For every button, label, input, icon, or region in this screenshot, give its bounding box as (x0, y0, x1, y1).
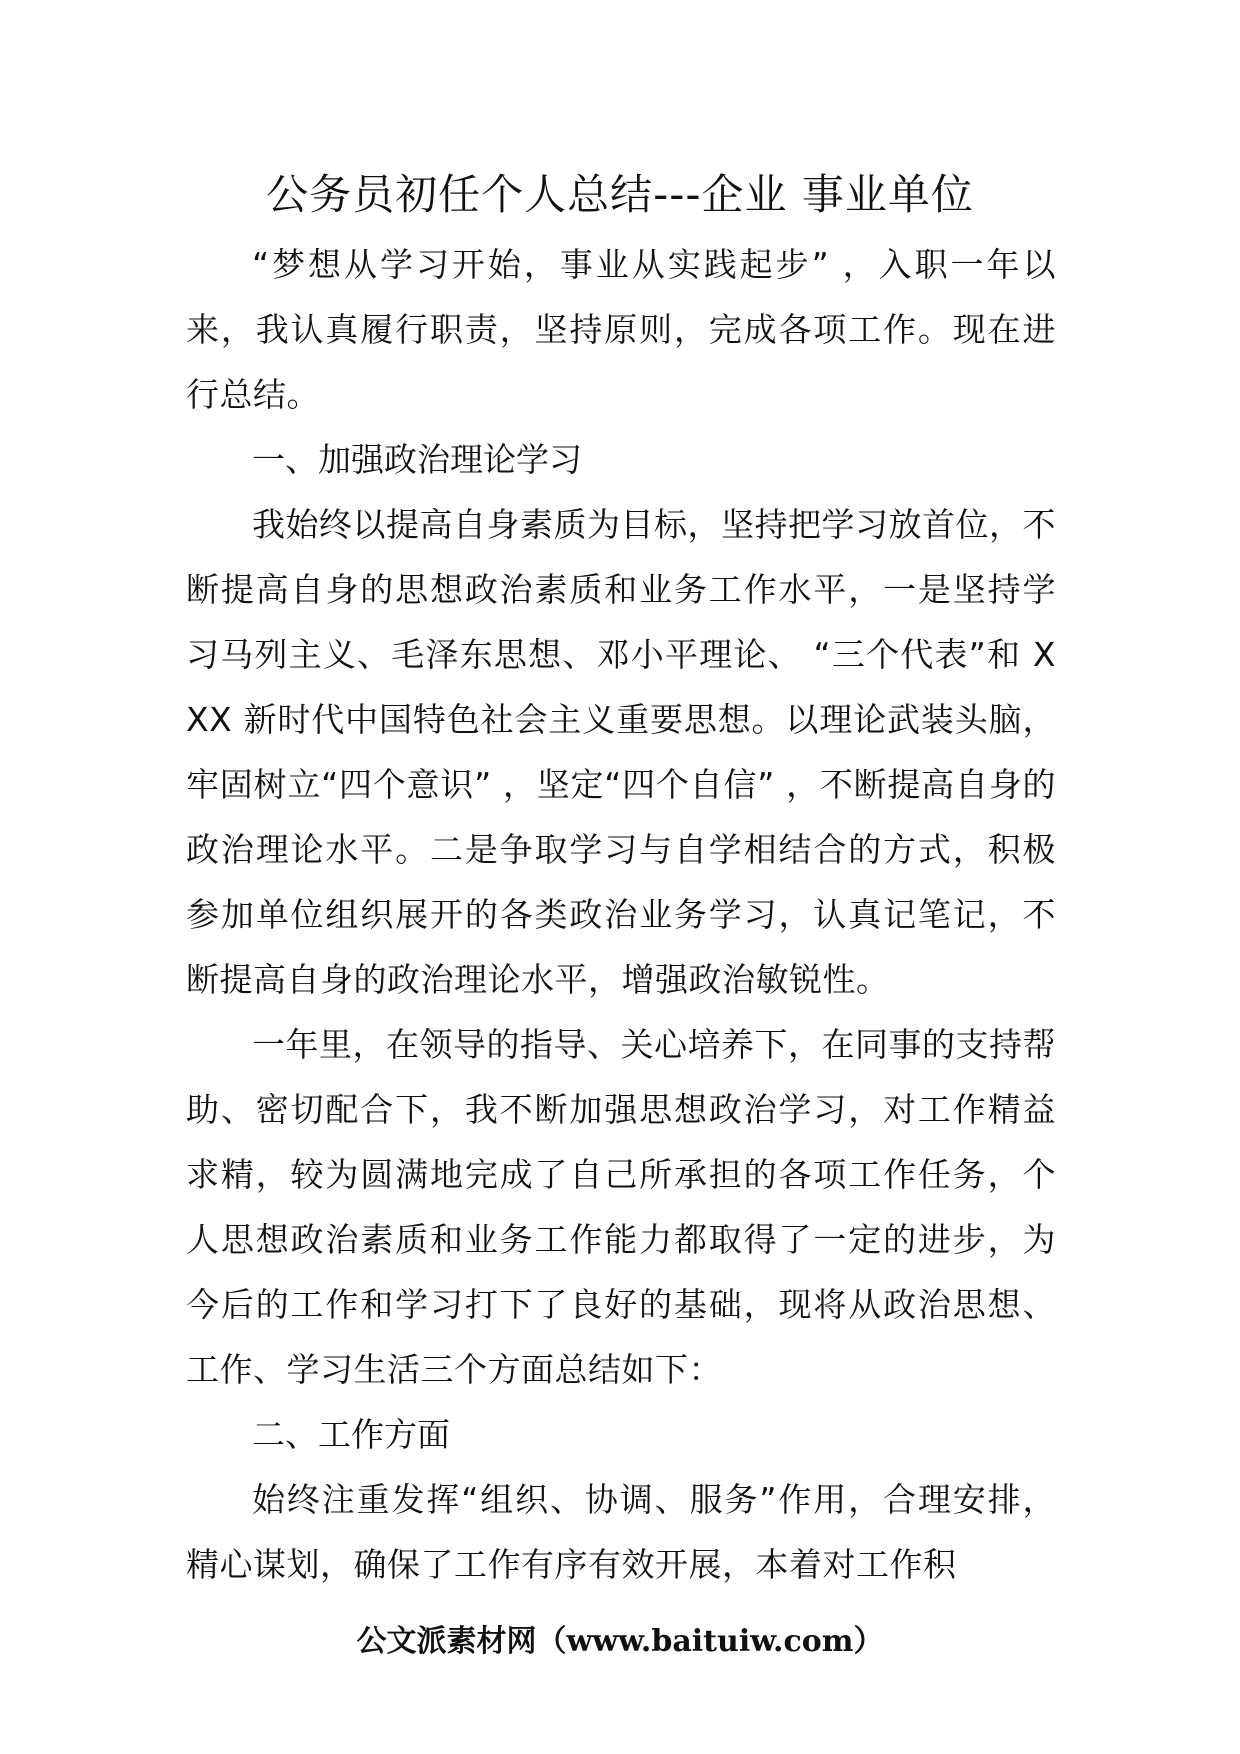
paragraph-year-review: 一年里，在领导的指导、关心培养下，在同事的支持帮助、密切配合下，我不断加强思想政治学习，对工作精益求精，较为圆满地完成了自己所承担的各项工作任务，个人思想政治素质和业务工作能力都取得了一定的进步，为今后的工作和学习打下了良好的基础，现将从政治思想、工作、学习生活三个方面总结如下： (186, 1025, 1056, 1389)
paragraph-intro: “梦想从学习开始，事业从实践起步” ，入职一年以来，我认真履行职责，坚持原则，完成各项工作。现在进行总结。 (186, 245, 1056, 414)
section-heading-2: 二、工作方面 (252, 1415, 450, 1454)
document-title: 公务员初任个人总结---企业 事业单位 (266, 170, 974, 219)
paragraph-political-study: 我始终以提高自身素质为目标，坚持把学习放首位，不断提高自身的思想政治素质和业务工作水平，一是坚持学习马列主义、毛泽东思想、邓小平理论、 “三个代表”和 XXX 新时代中国特色社会主义重要思想。以理论武装头脑，牢固树立“四个意识” ，坚定“四个自信” ，不断提高自身的政治理论水平。二是争取学习与自学相结合的方式，积极参加单位组织展开的各类政治业务学习，认真记笔记，不断提高自身的政治理论水平，增强政治敏锐性。 (186, 505, 1056, 999)
paragraph-work: 始终注重发挥“组织、协调、服务”作用，合理安排，精心谋划，确保了工作有序有效开展，本着对工作积 (186, 1480, 1056, 1584)
footer-watermark-text: 公文派素材网（www.baituiw.com） (356, 1624, 884, 1659)
document-body (186, 232, 1056, 1597)
section-heading-1: 一、加强政治理论学习 (252, 440, 582, 479)
